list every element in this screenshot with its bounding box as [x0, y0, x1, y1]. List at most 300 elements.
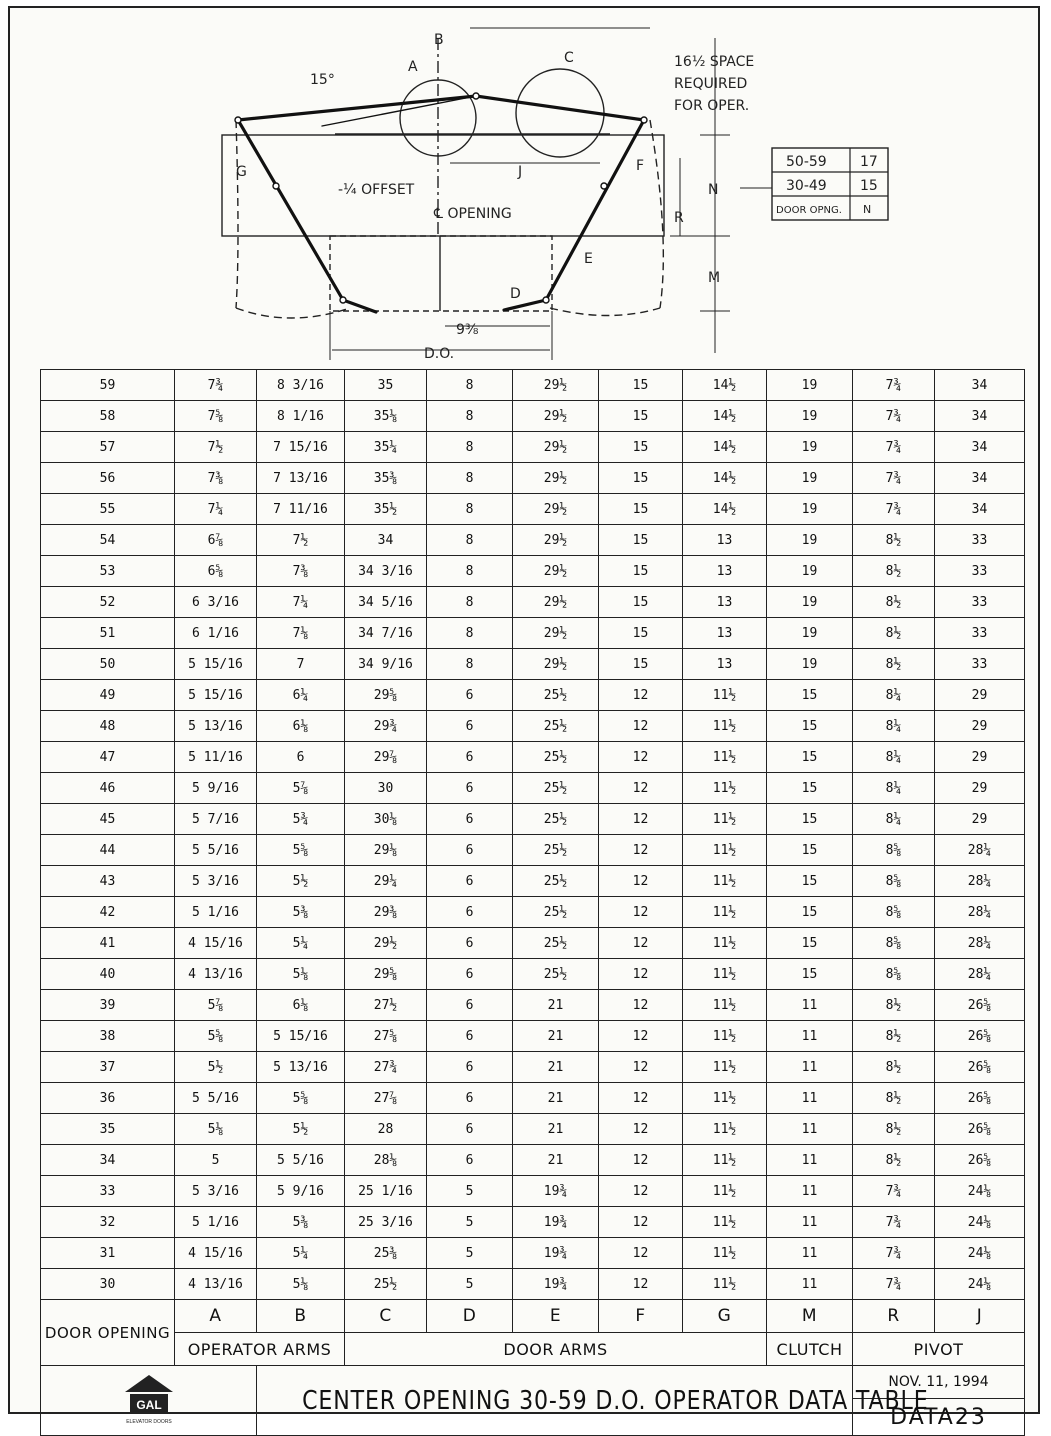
col-d-header: D [427, 1300, 513, 1333]
cell-d: 8 [427, 649, 513, 680]
cell-a: 5 15/16 [175, 680, 257, 711]
door-opening-header: DOOR OPENING [41, 1300, 175, 1366]
table-row [41, 711, 1025, 742]
cell-a: 5 15/16 [175, 649, 257, 680]
cell-e: 29½ [513, 370, 599, 401]
cell-j: 34 [935, 494, 1025, 525]
cell-g: 11½ [683, 711, 767, 742]
cell-m: 15 [767, 928, 853, 959]
cell-j: 34 [935, 401, 1025, 432]
dim-a-label: A [408, 59, 418, 75]
cell-c: 34 [345, 525, 427, 556]
cell-j: 33 [935, 618, 1025, 649]
table-row [41, 525, 1025, 556]
cell-r: 8¼ [853, 804, 935, 835]
cell-e: 21 [513, 1052, 599, 1083]
cell-m: 11 [767, 1238, 853, 1269]
cell-d: 6 [427, 990, 513, 1021]
cell-f: 12 [599, 711, 683, 742]
cell-g: 14½ [683, 370, 767, 401]
cell-b: 5⅞ [257, 773, 345, 804]
cell-door-opening: 44 [41, 835, 175, 866]
cell-a: 5 9/16 [175, 773, 257, 804]
cell-m: 11 [767, 1269, 853, 1300]
cell-e: 25½ [513, 897, 599, 928]
cell-g: 11½ [683, 1114, 767, 1145]
table-row [41, 1052, 1025, 1083]
space-note-line2: REQUIRED [674, 76, 748, 92]
cell-m: 11 [767, 1176, 853, 1207]
cell-c: 29½ [345, 928, 427, 959]
cell-b: 5⅜ [257, 897, 345, 928]
cell-j: 29 [935, 711, 1025, 742]
table-row [41, 401, 1025, 432]
cell-c: 34 9/16 [345, 649, 427, 680]
cell-m: 19 [767, 556, 853, 587]
cell-e: 25½ [513, 680, 599, 711]
table-row [41, 835, 1025, 866]
cell-j: 26⅝ [935, 1021, 1025, 1052]
cell-r: 7¾ [853, 463, 935, 494]
cell-a: 4 13/16 [175, 959, 257, 990]
cell-m: 15 [767, 680, 853, 711]
cell-g: 11½ [683, 1238, 767, 1269]
cell-a: 7¾ [175, 370, 257, 401]
logo-cell [41, 1366, 257, 1436]
cell-b: 6 [257, 742, 345, 773]
cell-f: 12 [599, 1207, 683, 1238]
cell-d: 5 [427, 1238, 513, 1269]
cell-a: 5½ [175, 1052, 257, 1083]
col-r-header: R [853, 1300, 935, 1333]
cell-d: 6 [427, 1083, 513, 1114]
cell-j: 29 [935, 680, 1025, 711]
cell-f: 15 [599, 587, 683, 618]
dim-r-label: R [674, 210, 684, 226]
cell-a: 5 1/16 [175, 897, 257, 928]
cell-j: 26⅝ [935, 990, 1025, 1021]
cell-r: 8½ [853, 1114, 935, 1145]
table-row [41, 587, 1025, 618]
cell-m: 15 [767, 835, 853, 866]
cell-e: 29½ [513, 432, 599, 463]
cell-e: 29½ [513, 401, 599, 432]
cell-b: 5⅜ [257, 1207, 345, 1238]
cell-a: 5 5/16 [175, 1083, 257, 1114]
cell-a: 6⅝ [175, 556, 257, 587]
cell-f: 12 [599, 928, 683, 959]
table-row [41, 680, 1025, 711]
cell-c: 27¾ [345, 1052, 427, 1083]
cell-g: 14½ [683, 401, 767, 432]
cell-c: 29⅞ [345, 742, 427, 773]
cell-e: 25½ [513, 773, 599, 804]
cell-j: 26⅝ [935, 1145, 1025, 1176]
cell-c: 35 [345, 370, 427, 401]
cell-g: 11½ [683, 804, 767, 835]
cell-b: 7⅜ [257, 556, 345, 587]
cell-c: 25½ [345, 1269, 427, 1300]
cell-door-opening: 46 [41, 773, 175, 804]
cell-d: 6 [427, 804, 513, 835]
cell-j: 26⅝ [935, 1114, 1025, 1145]
cell-r: 7¾ [853, 432, 935, 463]
col-b-header: B [257, 1300, 345, 1333]
cell-r: 8½ [853, 1052, 935, 1083]
cell-d: 6 [427, 897, 513, 928]
door-opening-dim-label: D.O. [424, 346, 455, 362]
cell-j: 34 [935, 463, 1025, 494]
cell-c: 29⅛ [345, 835, 427, 866]
cell-d: 8 [427, 370, 513, 401]
cell-door-opening: 55 [41, 494, 175, 525]
dim-g-label: G [236, 164, 247, 180]
cell-r: 8½ [853, 525, 935, 556]
cell-r: 7¾ [853, 401, 935, 432]
cell-g: 11½ [683, 742, 767, 773]
table-row [41, 370, 1025, 401]
cell-door-opening: 38 [41, 1021, 175, 1052]
table-row [41, 928, 1025, 959]
cell-f: 12 [599, 897, 683, 928]
table-row [41, 897, 1025, 928]
cell-a: 7⅜ [175, 463, 257, 494]
cell-door-opening: 50 [41, 649, 175, 680]
cell-f: 12 [599, 1114, 683, 1145]
cell-c: 34 3/16 [345, 556, 427, 587]
cell-a: 6⅞ [175, 525, 257, 556]
cell-r: 8⅝ [853, 928, 935, 959]
cell-f: 12 [599, 1021, 683, 1052]
cell-door-opening: 31 [41, 1238, 175, 1269]
cell-j: 34 [935, 432, 1025, 463]
drawing-date: NOV. 11, 1994 [853, 1366, 1025, 1399]
cell-b: 6⅛ [257, 990, 345, 1021]
cell-c: 29¾ [345, 711, 427, 742]
cell-f: 15 [599, 525, 683, 556]
cell-e: 25½ [513, 711, 599, 742]
cell-r: 8½ [853, 556, 935, 587]
cell-d: 6 [427, 1052, 513, 1083]
cell-r: 7¾ [853, 1176, 935, 1207]
cell-g: 11½ [683, 897, 767, 928]
table-row [41, 804, 1025, 835]
cell-j: 26⅝ [935, 1052, 1025, 1083]
cell-a: 7⅝ [175, 401, 257, 432]
cell-m: 15 [767, 742, 853, 773]
cell-g: 13 [683, 587, 767, 618]
cell-e: 19¾ [513, 1207, 599, 1238]
cell-j: 24⅛ [935, 1176, 1025, 1207]
cell-b: 8 3/16 [257, 370, 345, 401]
cell-f: 12 [599, 866, 683, 897]
cell-f: 12 [599, 742, 683, 773]
clutch-group: CLUTCH [767, 1333, 853, 1366]
cell-door-opening: 49 [41, 680, 175, 711]
dim-m-label: M [708, 270, 721, 286]
cell-e: 21 [513, 990, 599, 1021]
cell-j: 33 [935, 525, 1025, 556]
cell-g: 11½ [683, 866, 767, 897]
cell-g: 13 [683, 525, 767, 556]
cell-c: 27⅞ [345, 1083, 427, 1114]
cell-j: 28¼ [935, 928, 1025, 959]
cell-door-opening: 30 [41, 1269, 175, 1300]
cell-door-opening: 47 [41, 742, 175, 773]
cell-f: 15 [599, 618, 683, 649]
cell-m: 15 [767, 959, 853, 990]
dim-d-label: D [510, 286, 521, 302]
cell-a: 5 3/16 [175, 866, 257, 897]
cell-f: 12 [599, 1269, 683, 1300]
cell-door-opening: 51 [41, 618, 175, 649]
cell-g: 11½ [683, 928, 767, 959]
cell-j: 24⅛ [935, 1238, 1025, 1269]
cell-f: 12 [599, 1238, 683, 1269]
operator-arm-diagram [10, 8, 1040, 366]
cell-a: 5 11/16 [175, 742, 257, 773]
cell-j: 26⅝ [935, 1083, 1025, 1114]
cell-c: 25⅜ [345, 1238, 427, 1269]
cell-m: 19 [767, 525, 853, 556]
table-row [41, 1114, 1025, 1145]
cell-r: 7¾ [853, 1269, 935, 1300]
cell-b: 5½ [257, 866, 345, 897]
cell-b: 7⅛ [257, 618, 345, 649]
cell-g: 11½ [683, 959, 767, 990]
col-f-header: F [599, 1300, 683, 1333]
cell-g: 14½ [683, 494, 767, 525]
cell-a: 5⅞ [175, 990, 257, 1021]
cell-b: 5¾ [257, 804, 345, 835]
table-row [41, 1176, 1025, 1207]
cell-a: 7¼ [175, 494, 257, 525]
cell-e: 19¾ [513, 1176, 599, 1207]
cell-j: 29 [935, 773, 1025, 804]
cell-m: 19 [767, 370, 853, 401]
svg-text:ELEVATOR DOORS: ELEVATOR DOORS [125, 1418, 172, 1425]
drawing-title: CENTER OPENING 30-59 D.O. OPERATOR DATA TABLE [301, 1366, 808, 1436]
drawing-sheet [8, 6, 1040, 1430]
cell-d: 6 [427, 835, 513, 866]
cell-e: 21 [513, 1021, 599, 1052]
cell-f: 12 [599, 1052, 683, 1083]
title-block-row [41, 1366, 1025, 1399]
table-row [41, 494, 1025, 525]
cell-a: 5⅝ [175, 1021, 257, 1052]
cell-d: 8 [427, 401, 513, 432]
cell-g: 13 [683, 618, 767, 649]
cell-a: 5 3/16 [175, 1176, 257, 1207]
cell-b: 5 15/16 [257, 1021, 345, 1052]
cell-j: 28¼ [935, 835, 1025, 866]
cell-e: 21 [513, 1114, 599, 1145]
cell-d: 6 [427, 742, 513, 773]
cell-f: 12 [599, 835, 683, 866]
cell-j: 33 [935, 587, 1025, 618]
cell-f: 12 [599, 1145, 683, 1176]
cell-door-opening: 42 [41, 897, 175, 928]
cell-a: 4 15/16 [175, 1238, 257, 1269]
cell-a: 5⅛ [175, 1114, 257, 1145]
cell-d: 5 [427, 1269, 513, 1300]
cell-a: 7½ [175, 432, 257, 463]
cell-d: 8 [427, 494, 513, 525]
cell-g: 11½ [683, 835, 767, 866]
cell-b: 7 [257, 649, 345, 680]
cell-m: 15 [767, 711, 853, 742]
cell-m: 11 [767, 1207, 853, 1238]
cell-f: 15 [599, 463, 683, 494]
cell-e: 21 [513, 1083, 599, 1114]
cell-m: 15 [767, 897, 853, 928]
n-table-value: N [863, 203, 872, 216]
cell-m: 19 [767, 401, 853, 432]
cell-r: 8¼ [853, 680, 935, 711]
column-letter-row [41, 1300, 1025, 1333]
cell-f: 15 [599, 494, 683, 525]
cell-door-opening: 39 [41, 990, 175, 1021]
cell-e: 29½ [513, 649, 599, 680]
table-row [41, 1145, 1025, 1176]
cell-m: 11 [767, 1145, 853, 1176]
cell-c: 34 7/16 [345, 618, 427, 649]
cell-d: 8 [427, 587, 513, 618]
cell-b: 7¼ [257, 587, 345, 618]
cell-c: 35¼ [345, 432, 427, 463]
cell-r: 8⅝ [853, 897, 935, 928]
cell-g: 11½ [683, 1145, 767, 1176]
cell-r: 8½ [853, 1021, 935, 1052]
cell-d: 6 [427, 773, 513, 804]
cell-c: 29⅜ [345, 897, 427, 928]
cell-door-opening: 40 [41, 959, 175, 990]
table-row [41, 463, 1025, 494]
cell-b: 7 15/16 [257, 432, 345, 463]
cell-r: 8⅝ [853, 835, 935, 866]
cell-d: 5 [427, 1207, 513, 1238]
cell-c: 30⅛ [345, 804, 427, 835]
cell-d: 5 [427, 1176, 513, 1207]
cell-e: 29½ [513, 494, 599, 525]
cell-m: 11 [767, 1052, 853, 1083]
cell-b: 7 11/16 [257, 494, 345, 525]
cell-m: 19 [767, 618, 853, 649]
cell-m: 19 [767, 432, 853, 463]
table-row [41, 432, 1025, 463]
cell-d: 8 [427, 556, 513, 587]
cell-r: 8¼ [853, 742, 935, 773]
cell-e: 21 [513, 1145, 599, 1176]
cell-j: 28¼ [935, 897, 1025, 928]
cell-f: 15 [599, 556, 683, 587]
cell-r: 8¼ [853, 773, 935, 804]
cell-b: 5¼ [257, 928, 345, 959]
cell-a: 5 5/16 [175, 835, 257, 866]
cell-g: 11½ [683, 990, 767, 1021]
table-row [41, 866, 1025, 897]
cell-door-opening: 59 [41, 370, 175, 401]
table-row [41, 773, 1025, 804]
cell-a: 6 1/16 [175, 618, 257, 649]
cell-f: 15 [599, 401, 683, 432]
centerline-label: ℄ OPENING [434, 206, 512, 222]
data-rows [41, 370, 1025, 1300]
cell-j: 33 [935, 649, 1025, 680]
space-note-line3: FOR OPER. [674, 98, 750, 114]
cell-j: 29 [935, 804, 1025, 835]
table-row [41, 742, 1025, 773]
cell-e: 19¾ [513, 1269, 599, 1300]
cell-b: 5⅝ [257, 835, 345, 866]
cell-r: 8¼ [853, 711, 935, 742]
cell-e: 19¾ [513, 1238, 599, 1269]
cell-door-opening: 41 [41, 928, 175, 959]
cell-c: 25 3/16 [345, 1207, 427, 1238]
cell-d: 8 [427, 463, 513, 494]
cell-r: 7¾ [853, 494, 935, 525]
cell-c: 28⅛ [345, 1145, 427, 1176]
cell-r: 8½ [853, 618, 935, 649]
col-c-header: C [345, 1300, 427, 1333]
cell-j: 24⅛ [935, 1207, 1025, 1238]
cell-g: 11½ [683, 1052, 767, 1083]
cell-door-opening: 35 [41, 1114, 175, 1145]
cell-r: 8⅝ [853, 959, 935, 990]
cell-b: 5¼ [257, 1238, 345, 1269]
cell-b: 5⅛ [257, 959, 345, 990]
cell-a: 5 13/16 [175, 711, 257, 742]
cell-b: 6¼ [257, 680, 345, 711]
cell-e: 29½ [513, 556, 599, 587]
cell-r: 8⅝ [853, 866, 935, 897]
col-a-header: A [175, 1300, 257, 1333]
cell-c: 25 1/16 [345, 1176, 427, 1207]
table-row [41, 618, 1025, 649]
cell-d: 6 [427, 928, 513, 959]
cell-e: 25½ [513, 742, 599, 773]
cell-door-opening: 43 [41, 866, 175, 897]
col-e-header: E [513, 1300, 599, 1333]
cell-m: 19 [767, 587, 853, 618]
cell-g: 11½ [683, 1269, 767, 1300]
door-arms-group: DOOR ARMS [345, 1333, 767, 1366]
table-row [41, 959, 1025, 990]
cell-c: 35½ [345, 494, 427, 525]
cell-b: 5½ [257, 1114, 345, 1145]
cell-f: 15 [599, 649, 683, 680]
cell-j: 29 [935, 742, 1025, 773]
cell-door-opening: 52 [41, 587, 175, 618]
cell-e: 25½ [513, 835, 599, 866]
cell-a: 4 15/16 [175, 928, 257, 959]
cell-m: 11 [767, 1083, 853, 1114]
cell-door-opening: 57 [41, 432, 175, 463]
dim-9-label: 9⅜ [456, 322, 479, 338]
cell-d: 8 [427, 432, 513, 463]
cell-d: 6 [427, 1145, 513, 1176]
cell-g: 11½ [683, 680, 767, 711]
n-table-value: 15 [860, 178, 878, 194]
cell-door-opening: 48 [41, 711, 175, 742]
cell-g: 11½ [683, 1083, 767, 1114]
cell-m: 11 [767, 1021, 853, 1052]
table-row [41, 1207, 1025, 1238]
cell-m: 15 [767, 866, 853, 897]
cell-m: 19 [767, 649, 853, 680]
operator-arms-group: OPERATOR ARMS [175, 1333, 345, 1366]
cell-door-opening: 53 [41, 556, 175, 587]
